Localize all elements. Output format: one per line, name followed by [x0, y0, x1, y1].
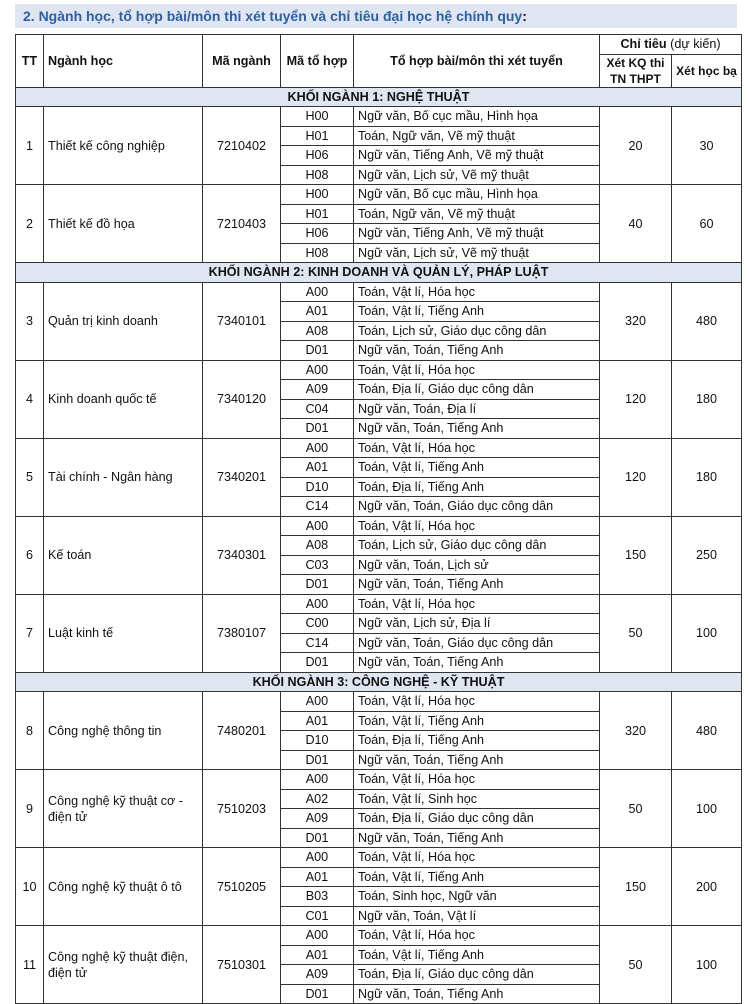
- combo-code: C01: [281, 906, 354, 926]
- combo-code: A00: [281, 692, 354, 712]
- combo-code: H01: [281, 204, 354, 224]
- combo-subjects: Toán, Vật lí, Hóa học: [354, 594, 600, 614]
- combo-subjects: Ngữ văn, Toán, Tiếng Anh: [354, 984, 600, 1004]
- quota-exam: 150: [600, 516, 672, 594]
- combo-code: H06: [281, 146, 354, 166]
- major-code: 7340120: [203, 360, 281, 438]
- combo-code: A00: [281, 770, 354, 790]
- combo-subjects: Ngữ văn, Toán, Tiếng Anh: [354, 419, 600, 439]
- quota-exam: 120: [600, 360, 672, 438]
- combo-code: A01: [281, 945, 354, 965]
- major-tt: 9: [16, 770, 44, 848]
- major-name: Thiết kế công nghiệp: [44, 107, 203, 185]
- combo-code: D01: [281, 828, 354, 848]
- combo-code: D01: [281, 984, 354, 1004]
- combo-subjects: Ngữ văn, Toán, Tiếng Anh: [354, 750, 600, 770]
- combo-code: D01: [281, 575, 354, 595]
- combo-subjects: Toán, Địa lí, Giáo dục công dân: [354, 965, 600, 985]
- combo-subjects: Toán, Ngữ văn, Vẽ mỹ thuật: [354, 204, 600, 224]
- combo-subjects: Toán, Lịch sử, Giáo dục công dân: [354, 321, 600, 341]
- table-row: [16, 594, 742, 614]
- combo-code: A00: [281, 438, 354, 458]
- table-row: [16, 282, 742, 302]
- combo-code: C03: [281, 555, 354, 575]
- combo-code: H08: [281, 165, 354, 185]
- combo-code: A01: [281, 867, 354, 887]
- section-title: KHỐI NGÀNH 2: KINH DOANH VÀ QUẢN LÝ, PHÁP LUẬT: [16, 263, 742, 283]
- combo-code: D01: [281, 341, 354, 361]
- combo-subjects: Ngữ văn, Toán, Giáo dục công dân: [354, 633, 600, 653]
- combo-code: H00: [281, 107, 354, 127]
- table-row: [16, 516, 742, 536]
- major-name: Kế toán: [44, 516, 203, 594]
- quota-exam: 50: [600, 594, 672, 672]
- quota-record: 60: [672, 185, 742, 263]
- major-name: Công nghệ kỹ thuật ô tô: [44, 848, 203, 926]
- combo-code: C00: [281, 614, 354, 634]
- major-tt: 7: [16, 594, 44, 672]
- combo-code: H01: [281, 126, 354, 146]
- major-code: 7210403: [203, 185, 281, 263]
- combo-code: A08: [281, 321, 354, 341]
- combo-subjects: Toán, Vật lí, Sinh học: [354, 789, 600, 809]
- header-combo: Tổ hợp bài/môn thi xét tuyển: [354, 35, 600, 88]
- combo-subjects: Toán, Vật lí, Hóa học: [354, 692, 600, 712]
- major-name: Công nghệ kỹ thuật điện, điện tử: [44, 926, 203, 1004]
- combo-subjects: Toán, Vật lí, Hóa học: [354, 926, 600, 946]
- major-code: 7340101: [203, 282, 281, 360]
- combo-subjects: Toán, Vật lí, Hóa học: [354, 282, 600, 302]
- combo-code: C14: [281, 633, 354, 653]
- quota-record: 180: [672, 360, 742, 438]
- section-row: [16, 672, 742, 692]
- table-row: [16, 848, 742, 868]
- table-row: [16, 107, 742, 127]
- major-code: 7480201: [203, 692, 281, 770]
- quota-record: 250: [672, 516, 742, 594]
- combo-code: A01: [281, 711, 354, 731]
- combo-subjects: Ngữ văn, Toán, Giáo dục công dân: [354, 497, 600, 517]
- major-name: Tài chính - Ngân hàng: [44, 438, 203, 516]
- combo-subjects: Toán, Địa lí, Giáo dục công dân: [354, 809, 600, 829]
- quota-exam: 320: [600, 282, 672, 360]
- combo-code: A01: [281, 458, 354, 478]
- combo-code: A00: [281, 360, 354, 380]
- combo-subjects: Ngữ văn, Toán, Tiếng Anh: [354, 653, 600, 673]
- major-code: 7340201: [203, 438, 281, 516]
- quota-exam: 40: [600, 185, 672, 263]
- combo-code: D10: [281, 731, 354, 751]
- heading-colon: :: [522, 8, 527, 24]
- combo-code: C14: [281, 497, 354, 517]
- combo-code: D01: [281, 750, 354, 770]
- combo-subjects: Toán, Vật lí, Hóa học: [354, 770, 600, 790]
- combo-subjects: Toán, Vật lí, Tiếng Anh: [354, 711, 600, 731]
- combo-subjects: Ngữ văn, Toán, Tiếng Anh: [354, 575, 600, 595]
- quota-exam: 150: [600, 848, 672, 926]
- combo-code: A02: [281, 789, 354, 809]
- combo-subjects: Toán, Sinh học, Ngữ văn: [354, 887, 600, 907]
- quota-record: 100: [672, 770, 742, 848]
- combo-code: A00: [281, 848, 354, 868]
- table-body: [16, 87, 742, 1004]
- combo-code: B03: [281, 887, 354, 907]
- table-row: [16, 926, 742, 946]
- header-quota-bold: Chỉ tiêu: [620, 37, 667, 52]
- major-name: Công nghệ thông tin: [44, 692, 203, 770]
- combo-code: A00: [281, 516, 354, 536]
- major-tt: 2: [16, 185, 44, 263]
- combo-code: A01: [281, 302, 354, 322]
- combo-code: H00: [281, 185, 354, 205]
- combo-code: H06: [281, 224, 354, 244]
- combo-subjects: Toán, Vật lí, Hóa học: [354, 438, 600, 458]
- major-code: 7510203: [203, 770, 281, 848]
- major-name: Kinh doanh quốc tế: [44, 360, 203, 438]
- combo-subjects: Toán, Vật lí, Hóa học: [354, 848, 600, 868]
- header-quota-note: (dự kiến): [670, 37, 721, 52]
- combo-code: D01: [281, 653, 354, 673]
- section-heading: [15, 4, 737, 28]
- quota-record: 100: [672, 594, 742, 672]
- combo-code: A00: [281, 926, 354, 946]
- table-row: [16, 438, 742, 458]
- combo-subjects: Ngữ văn, Lịch sử, Địa lí: [354, 614, 600, 634]
- combo-code: D01: [281, 419, 354, 439]
- combo-subjects: Toán, Địa lí, Tiếng Anh: [354, 731, 600, 751]
- major-code: 7340301: [203, 516, 281, 594]
- combo-subjects: Toán, Lịch sử, Giáo dục công dân: [354, 536, 600, 556]
- major-tt: 6: [16, 516, 44, 594]
- combo-subjects: Toán, Vật lí, Tiếng Anh: [354, 945, 600, 965]
- section-title: KHỐI NGÀNH 3: CÔNG NGHỆ - KỸ THUẬT: [16, 672, 742, 692]
- major-tt: 10: [16, 848, 44, 926]
- major-tt: 4: [16, 360, 44, 438]
- quota-record: 30: [672, 107, 742, 185]
- major-tt: 5: [16, 438, 44, 516]
- combo-subjects: Ngữ văn, Tiếng Anh, Vẽ mỹ thuật: [354, 224, 600, 244]
- quota-record: 480: [672, 282, 742, 360]
- combo-subjects: Ngữ văn, Bố cục mầu, Hình họa: [354, 107, 600, 127]
- combo-code: A00: [281, 282, 354, 302]
- combo-subjects: Ngữ văn, Bố cục mầu, Hình họa: [354, 185, 600, 205]
- combo-subjects: Ngữ văn, Lịch sử, Vẽ mỹ thuật: [354, 165, 600, 185]
- combo-code: A00: [281, 594, 354, 614]
- section-title: KHỐI NGÀNH 1: NGHỆ THUẬT: [16, 87, 742, 107]
- combo-subjects: Toán, Vật lí, Tiếng Anh: [354, 458, 600, 478]
- major-code: 7210402: [203, 107, 281, 185]
- major-code: 7510301: [203, 926, 281, 1004]
- major-tt: 3: [16, 282, 44, 360]
- header-tt: TT: [16, 35, 44, 88]
- combo-subjects: Toán, Vật lí, Hóa học: [354, 516, 600, 536]
- quota-record: 100: [672, 926, 742, 1004]
- major-code: 7380107: [203, 594, 281, 672]
- table-row: [16, 360, 742, 380]
- header-quota-exam: Xét KQ thi TN THPT: [600, 54, 672, 87]
- quota-exam: 20: [600, 107, 672, 185]
- combo-code: A09: [281, 809, 354, 829]
- combo-subjects: Toán, Địa lí, Tiếng Anh: [354, 477, 600, 497]
- combo-code: D10: [281, 477, 354, 497]
- header-quota: [600, 35, 742, 55]
- combo-subjects: Ngữ văn, Lịch sử, Vẽ mỹ thuật: [354, 243, 600, 263]
- table-row: [16, 185, 742, 205]
- combo-code: H08: [281, 243, 354, 263]
- major-tt: 11: [16, 926, 44, 1004]
- header-code: Mã ngành: [203, 35, 281, 88]
- combo-subjects: Ngữ văn, Tiếng Anh, Vẽ mỹ thuật: [354, 146, 600, 166]
- header-quota-record: Xét học bạ: [672, 54, 742, 87]
- major-name: Quản trị kinh doanh: [44, 282, 203, 360]
- combo-code: A09: [281, 380, 354, 400]
- admission-table: [15, 34, 742, 1004]
- table-row: [16, 692, 742, 712]
- header-combo-code: Mã tổ hợp: [281, 35, 354, 88]
- quota-record: 200: [672, 848, 742, 926]
- major-name: Công nghệ kỹ thuật cơ - điện tử: [44, 770, 203, 848]
- combo-code: C04: [281, 399, 354, 419]
- major-name: Thiết kế đồ họa: [44, 185, 203, 263]
- combo-subjects: Ngữ văn, Toán, Địa lí: [354, 399, 600, 419]
- table-header: [16, 35, 742, 88]
- combo-code: A09: [281, 965, 354, 985]
- combo-subjects: Ngữ văn, Toán, Lịch sử: [354, 555, 600, 575]
- section-row: [16, 87, 742, 107]
- combo-subjects: Ngữ văn, Toán, Tiếng Anh: [354, 828, 600, 848]
- section-row: [16, 263, 742, 283]
- major-name: Luật kinh tế: [44, 594, 203, 672]
- combo-subjects: Toán, Ngữ văn, Vẽ mỹ thuật: [354, 126, 600, 146]
- quota-record: 480: [672, 692, 742, 770]
- combo-subjects: Toán, Vật lí, Tiếng Anh: [354, 867, 600, 887]
- section-heading-text: 2. Ngành học, tổ hợp bài/môn thi xét tuyển và chỉ tiêu đại học hệ chính quy: [23, 8, 523, 24]
- combo-subjects: Toán, Địa lí, Giáo dục công dân: [354, 380, 600, 400]
- quota-exam: 320: [600, 692, 672, 770]
- quota-record: 180: [672, 438, 742, 516]
- combo-subjects: Toán, Vật lí, Hóa học: [354, 360, 600, 380]
- major-tt: 8: [16, 692, 44, 770]
- major-tt: 1: [16, 107, 44, 185]
- combo-code: A08: [281, 536, 354, 556]
- combo-subjects: Toán, Vật lí, Tiếng Anh: [354, 302, 600, 322]
- quota-exam: 120: [600, 438, 672, 516]
- header-major: Ngành học: [44, 35, 203, 88]
- combo-subjects: Ngữ văn, Toán, Vật lí: [354, 906, 600, 926]
- quota-exam: 50: [600, 770, 672, 848]
- major-code: 7510205: [203, 848, 281, 926]
- combo-subjects: Ngữ văn, Toán, Tiếng Anh: [354, 341, 600, 361]
- table-row: [16, 770, 742, 790]
- quota-exam: 50: [600, 926, 672, 1004]
